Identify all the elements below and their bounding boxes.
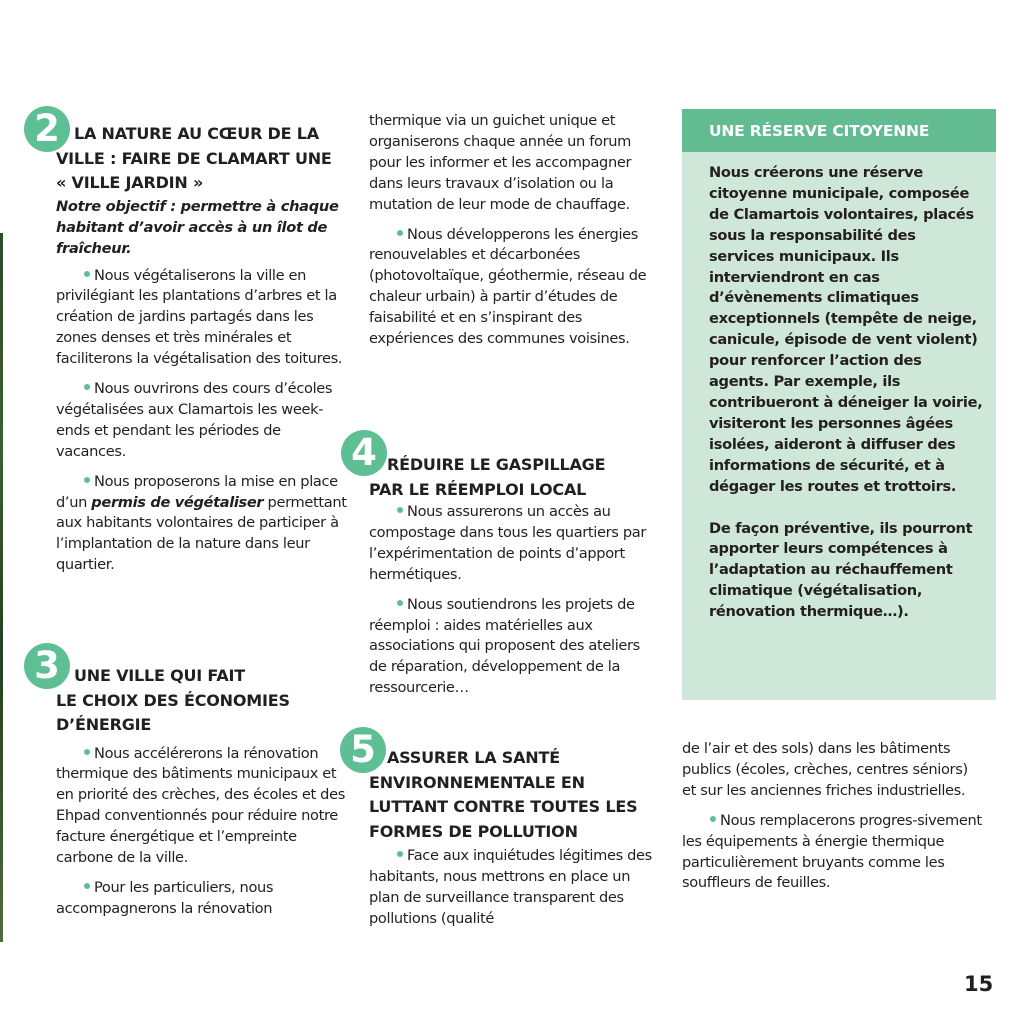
section-4-item-1: Nous assurerons un accès au compostage dans tous les quartiers par l’expérimentation de points d’apport hermétiques.: [369, 503, 646, 583]
section-4-number-badge: 4: [341, 430, 387, 476]
section-2-item-3: Nous proposerons la mise en place d’un permis de végétaliser permettant aux habitants volontaires de participer à l’implantation de la nature dans leur quartier.: [56, 472, 347, 574]
photo-edge-strip: [0, 233, 3, 942]
column-left: [56, 122, 348, 585]
section-2-title-line3: « VILLE JARDIN »: [56, 173, 204, 192]
bullet-dot-icon: [84, 477, 90, 483]
column-left-lower: [56, 664, 348, 929]
section-2-title-line1: LA NATURE AU CŒUR DE LA: [74, 124, 319, 143]
section-5-title-line1: ASSURER LA SANTÉ: [387, 748, 560, 767]
section-5-item-1: Face aux inquiétudes légitimes des habitants, nous mettrons en place un plan de surveillance transparent des pollutions (qualité: [369, 847, 652, 927]
bullet-dot-icon: [710, 816, 716, 822]
column-right-lower: [682, 739, 982, 903]
page-number: 15: [964, 972, 994, 996]
section-2: [56, 122, 348, 576]
column-middle-section-5: [369, 746, 661, 939]
section-3-item-2-continued: thermique via un guichet unique et organiserons chaque année un forum pour les informer et les accompagner dans leurs travaux d’isolation ou la mutation de leur mode de chauffage.: [369, 112, 632, 213]
section-5-title: [369, 746, 661, 844]
bullet-dot-icon: [84, 883, 90, 889]
reserve-citoyenne-paragraph-2: De façon préventive, ils pourront apporter leurs compétences à l’adaptation au réchauffement climatique (végétalisation, rénovation thermique…).: [709, 519, 973, 621]
permis-de-vegetaliser-emphasis: permis de végétaliser: [91, 493, 264, 511]
section-2-number-badge: 2: [24, 106, 70, 152]
bullet-dot-icon: [397, 851, 403, 857]
section-4-title-line2: PAR LE RÉEMPLOI LOCAL: [369, 479, 587, 499]
section-5-item-1-continued: de l’air et des sols) dans les bâtiments publics (écoles, crèches, centres séniors) et sur les anciennes friches industrielles.: [682, 740, 968, 799]
section-3-item-3: Nous développerons les énergies renouvelables et décarbonées (photovoltaïque, géothermie, réseau de chaleur urbain) à partir d’études de faisabilité et en s’inspirant des expériences des communes voisines.: [369, 225, 647, 348]
column-middle: [369, 111, 661, 359]
bullet-dot-icon: [84, 271, 90, 277]
section-5-item-2: Nous remplacerons progres-sivement les équipements à énergie thermique particulièrement bruyants comme les souffleurs de feuilles.: [682, 811, 982, 892]
bullet-dot-icon: [84, 749, 90, 755]
section-2-item-1: Nous végétaliserons la ville en privilégiant les plantations d’arbres et la création de jardins partagés dans les zones denses et très minérales et faciliterons la végétalisation des toitures.: [56, 266, 343, 368]
bullet-dot-icon: [84, 384, 90, 390]
bullet-dot-icon: [397, 507, 403, 513]
section-2-item-2: Nous ouvrirons des cours d’écoles végétalisées aux Clamartois les week-ends et pendant les périodes de vacances.: [56, 380, 333, 460]
bullet-dot-icon: [397, 600, 403, 606]
reserve-citoyenne-title: UNE RÉSERVE CITOYENNE: [682, 109, 996, 152]
section-5-number-badge: 5: [340, 727, 386, 773]
section-4-item-2: Nous soutiendrons les projets de réemploi : aides matérielles aux associations qui proposent des ateliers de réparation, développement de la ressourcerie…: [369, 595, 640, 697]
section-3-item-1: Nous accélérerons la rénovation thermique des bâtiments municipaux et en priorité des crèches, des écoles et des Ehpad conventionnés pour réduire notre facture énergétique et l’empreinte carbone de la ville.: [56, 744, 345, 867]
column-middle-section-4: [369, 453, 661, 708]
section-5-title-line3: LUTTANT CONTRE TOUTES LES: [369, 797, 638, 816]
section-3-number-badge: 3: [24, 643, 70, 689]
section-5-title-line4: FORMES DE POLLUTION: [369, 821, 578, 841]
section-3-title-line2: LE CHOIX DES ÉCONOMIES: [56, 690, 290, 710]
section-2-objective: Notre objectif : permettre à chaque habitant d’avoir accès à un îlot de fraîcheur.: [56, 197, 339, 257]
section-3-title-line1: UNE VILLE QUI FAIT: [74, 666, 245, 685]
section-4-title-line1: RÉDUIRE LE GASPILLAGE: [387, 455, 606, 474]
reserve-citoyenne-paragraph-1: Nous créerons une réserve citoyenne municipale, composée de Clamartois volontaires, placés sous la responsabilité des services municipaux. Ils interviendront en cas d’évènements climatiques exceptionnels (tempête de neige, canicule, épisode de vent violent) pour renforcer l’action des agents. Par exemple, ils contribueront à déneiger la voirie, visiteront les personnes âgées isolées, aideront à diffuser des informations de sécurité, et à dégager les routes et trottoirs.: [709, 164, 983, 495]
section-5-title-line2: ENVIRONNEMENTALE EN: [369, 772, 585, 792]
reserve-citoyenne-box: [682, 109, 996, 700]
section-3-item-2: Pour les particuliers, nous accompagnerons la rénovation: [56, 878, 274, 917]
section-3: [56, 664, 348, 920]
section-4-title: [369, 453, 661, 502]
section-2-title-line2: VILLE : FAIRE DE CLAMART UNE: [56, 148, 332, 168]
bullet-dot-icon: [397, 230, 403, 236]
reserve-citoyenne-body: [682, 152, 996, 700]
section-3-title: [56, 664, 348, 738]
section-3-title-line3: D’ÉNERGIE: [56, 715, 152, 734]
section-2-title: [56, 122, 348, 196]
